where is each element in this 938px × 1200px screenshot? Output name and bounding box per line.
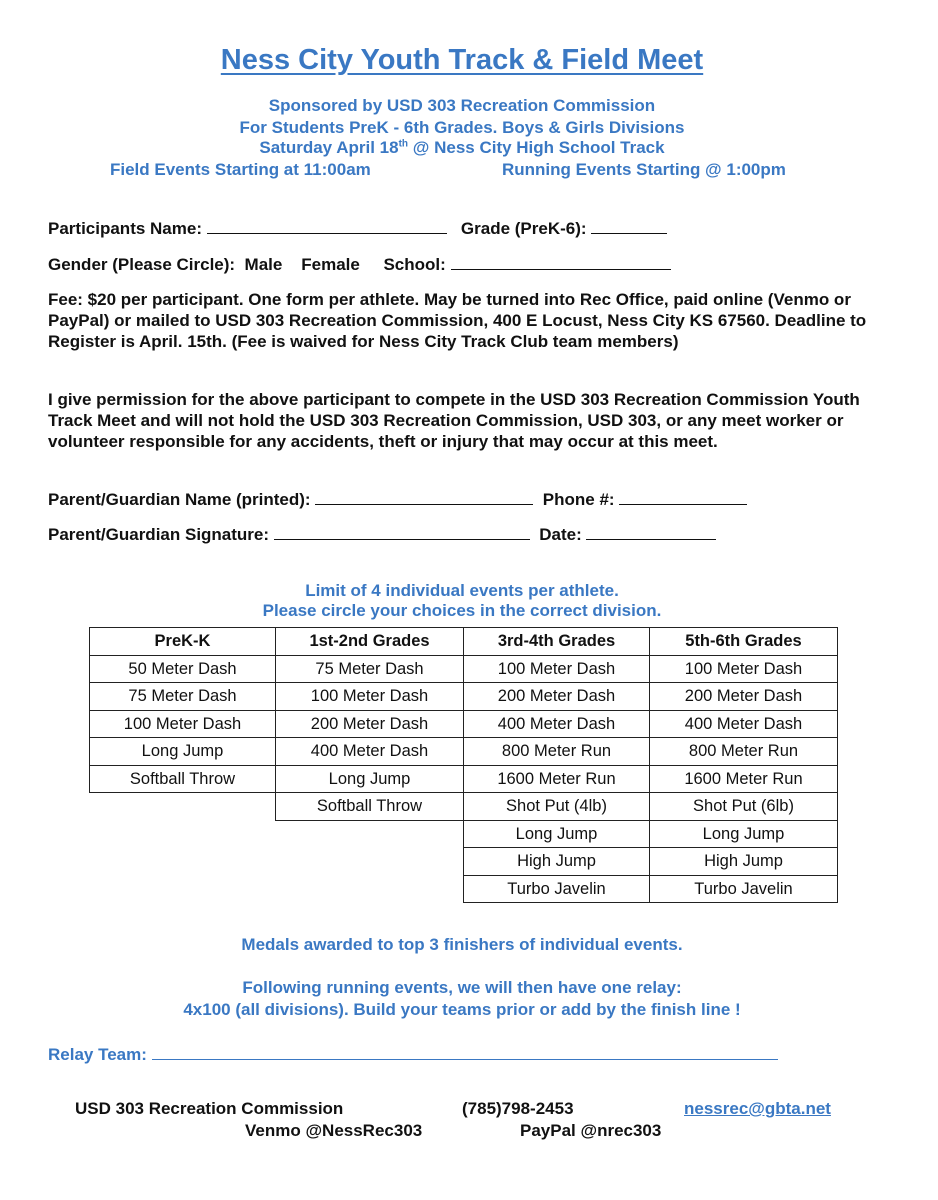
event-option[interactable]: Shot Put (6lb)	[649, 792, 838, 821]
signature-field[interactable]	[274, 523, 530, 540]
event-option[interactable]: 100 Meter Dash	[463, 655, 650, 684]
date-field[interactable]	[586, 523, 716, 540]
participant-name-field[interactable]	[207, 217, 447, 234]
event-option[interactable]: 800 Meter Run	[649, 737, 838, 766]
page-title: Ness City Youth Track & Field Meet	[220, 44, 704, 76]
event-option[interactable]: 400 Meter Dash	[463, 710, 650, 739]
events-circle-note: Please circle your choices in the correct division.	[262, 601, 662, 620]
medals-note: Medals awarded to top 3 finishers of individual events.	[241, 935, 683, 954]
event-option[interactable]: 75 Meter Dash	[275, 655, 464, 684]
signature-label: Parent/Guardian Signature:	[48, 525, 270, 544]
parent-name-field[interactable]	[315, 488, 533, 505]
event-option[interactable]: 400 Meter Dash	[275, 737, 464, 766]
event-option[interactable]: 100 Meter Dash	[89, 710, 276, 739]
parent-name-label: Parent/Guardian Name (printed):	[48, 490, 311, 509]
phone-label: Phone #:	[542, 490, 615, 509]
date-line	[0, 138, 924, 158]
permission-paragraph: I give permission for the above participant to compete in the USD 303 Recreation Commission Youth Track Meet and will not hold the USD 303 Recreation Commission, USD 303, or any meet worker or volunteer responsible for any accidents, theft or injury that may occur at this meet.	[48, 390, 860, 451]
sponsor-line: Sponsored by USD 303 Recreation Commission	[268, 96, 656, 115]
field-events-time: Field Events Starting at 11:00am	[110, 160, 371, 179]
footer-email-link[interactable]: nessrec@gbta.net	[684, 1099, 831, 1118]
relay-note-line-2: 4x100 (all divisions). Build your teams prior or add by the finish line !	[183, 1000, 741, 1019]
event-option[interactable]: Softball Throw	[275, 792, 464, 821]
events-table-header: 5th-6th Grades	[649, 627, 838, 656]
event-option[interactable]: Shot Put (4lb)	[463, 792, 650, 821]
event-option[interactable]: Long Jump	[89, 737, 276, 766]
event-option[interactable]: Long Jump	[463, 820, 650, 849]
events-table-header: PreK-K	[89, 627, 276, 656]
event-option[interactable]: 200 Meter Dash	[275, 710, 464, 739]
event-option[interactable]: Long Jump	[275, 765, 464, 794]
phone-field[interactable]	[619, 488, 747, 505]
event-option[interactable]: 100 Meter Dash	[275, 682, 464, 711]
footer-venmo: Venmo @NessRec303	[245, 1121, 423, 1140]
footer-paypal: PayPal @nrec303	[520, 1121, 662, 1140]
event-option[interactable]: 1600 Meter Run	[463, 765, 650, 794]
date-line-sup: th	[398, 138, 409, 150]
gender-male-option[interactable]: Male	[244, 255, 283, 274]
event-option[interactable]: High Jump	[463, 847, 650, 876]
relay-team-label: Relay Team:	[48, 1045, 147, 1064]
fee-paragraph: Fee: $20 per participant. One form per athlete. May be turned into Rec Office, paid online (Venmo or PayPal) or mailed to USD 303 Recreation Commission, 400 E Locust, Ness City KS 67560. Deadline to Register is April. 15th. (Fee is waived for Ness City Track Club team members)	[48, 290, 867, 351]
event-option[interactable]: 50 Meter Dash	[89, 655, 276, 684]
event-option[interactable]: 200 Meter Dash	[463, 682, 650, 711]
relay-team-field[interactable]	[152, 1043, 778, 1060]
signature-row	[48, 523, 716, 545]
event-option[interactable]: High Jump	[649, 847, 838, 876]
participant-name-label: Participants Name:	[48, 219, 202, 238]
event-option[interactable]: Long Jump	[649, 820, 838, 849]
gender-female-option[interactable]: Female	[301, 255, 360, 274]
date-line-pre: Saturday April 18	[259, 138, 399, 157]
event-option[interactable]: 75 Meter Dash	[89, 682, 276, 711]
event-option[interactable]: 100 Meter Dash	[649, 655, 838, 684]
footer-phone: (785)798-2453	[462, 1099, 574, 1118]
event-option[interactable]: Softball Throw	[89, 765, 276, 794]
event-option[interactable]: 1600 Meter Run	[649, 765, 838, 794]
gender-row	[48, 253, 671, 275]
relay-team-row	[48, 1043, 778, 1065]
footer-org: USD 303 Recreation Commission	[75, 1099, 344, 1118]
participant-row	[48, 217, 667, 239]
students-line-text: For Students PreK - 6th Grades. Boys & Girls Divisions	[239, 118, 685, 137]
event-option[interactable]: 800 Meter Run	[463, 737, 650, 766]
gender-label: Gender (Please Circle):	[48, 255, 236, 274]
events-limit-note: Limit of 4 individual events per athlete.	[305, 581, 619, 600]
event-option[interactable]: 400 Meter Dash	[649, 710, 838, 739]
relay-note-line-1: Following running events, we will then have one relay:	[242, 978, 682, 997]
parent-name-row	[48, 488, 747, 510]
school-field[interactable]	[451, 253, 671, 270]
date-line-post: @ Ness City High School Track	[412, 138, 665, 157]
grade-label: Grade (PreK-6):	[460, 219, 587, 238]
date-label: Date:	[539, 525, 582, 544]
students-line	[0, 118, 924, 138]
event-option[interactable]: 200 Meter Dash	[649, 682, 838, 711]
event-option[interactable]: Turbo Javelin	[463, 875, 650, 904]
event-option[interactable]: Turbo Javelin	[649, 875, 838, 904]
grade-field[interactable]	[591, 217, 667, 234]
school-label: School:	[383, 255, 446, 274]
events-table-header: 3rd-4th Grades	[463, 627, 650, 656]
running-events-time: Running Events Starting @ 1:00pm	[502, 160, 786, 179]
events-table-header: 1st-2nd Grades	[275, 627, 464, 656]
